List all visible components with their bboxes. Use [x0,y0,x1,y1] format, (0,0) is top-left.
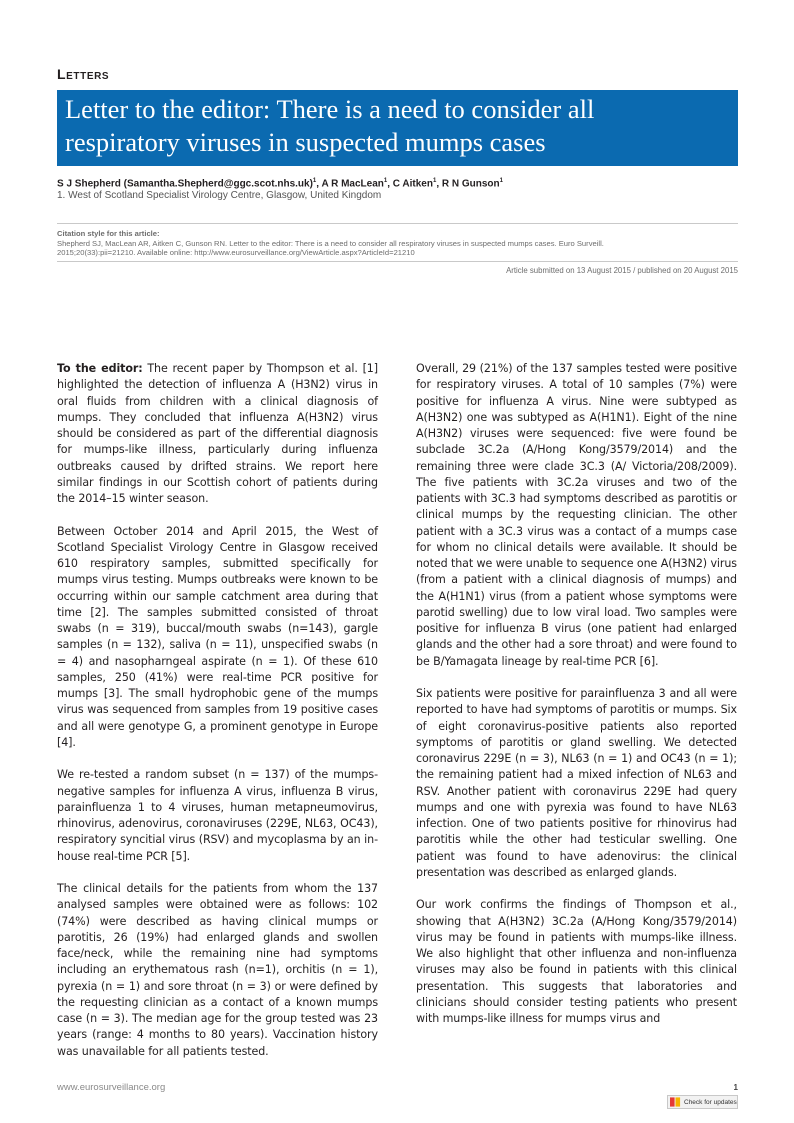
affil-marker: 1 [432,178,437,184]
paragraph: Our work confirms the findings of Thompson et al., showing that A(H3N2) 3C.2a (A/Hong Kong/3579/2014) virus may be found in patients with mumps-like illness. We also highlight that other influenza and non-influenza viruses may also be found in patients with this clinical presentation. This suggests that laboratories and clinicians should consider testing patients who present with mumps-like illness for mumps virus and [416,898,737,1025]
paragraph [57,361,378,507]
affil-marker: 1 [499,178,503,184]
section-label: Letters [57,66,110,82]
affiliation: 1. West of Scotland Specialist Virology Centre, Glasgow, United Kingdom [57,190,382,201]
paragraph: Between October 2014 and April 2015, the West of Scotland Specialist Virology Centre in Glasgow received 610 respiratory samples, submitted specifically for mumps virus testing. Mumps outbreaks were known to be occurring within our sample catchment area during that time [2]. The samples submitted consisted of throat swabs (n = 319), buccal/mouth swabs (n=143), gargle samples (n = 132), saliva (n = 11), unspecified swabs (n = 4) and nasopharngeal aspirate (n = 1). Of these 610 samples, 250 (41%) were real-time PCR positive for mumps [3]. The small hydrophobic gene of the mumps virus was sequenced from samples from 19 positive cases and all were genotype G, a prominent genotype in Europe [4]. [57,524,378,749]
title-banner [57,90,738,166]
affil-marker: 1 [312,178,317,184]
badge-label: Check for updates [684,1098,737,1106]
divider [57,261,738,262]
author-3: , C Aitken [387,178,433,190]
paragraph: We re-tested a random subset (n = 137) of the mumps-negative samples for influenza A virus, influenza B virus, parainfluenza 1 to 4 viruses, human metapneumovirus, rhinovirus, adenovirus, coronaviruses (229E, NL63, OC43), respiratory syncitial virus (RSV) and mycoplasma by an in-house real-time PCR [5]. [57,768,378,863]
paragraph-text: The recent paper by Thompson et al. [1] highlighted the detection of influenza A (H3N2) virus in oral fluids from children with a clinical diagnosis of mumps. They concluded that influenza A(H3N2) virus should be considered as part of the differential diagnosis for mumps-like illness, particularly during influenza outbreaks caused by drifted strains. We report here similar findings in our Scottish cohort of patients during the 2014–15 winter season. [57,362,378,505]
paragraph-lead: To the editor: [57,362,143,375]
title-line-2: respiratory viruses in suspected mumps cases [65,126,546,157]
paragraph: Overall, 29 (21%) of the 137 samples tested were positive for respiratory viruses. A total of 10 samples (7%) were positive for influenza A virus. Nine were subtyped as A(H3N2) one was subtyped as A(H1N1). Eight of the nine A(H3N2) viruses were sequenced: five were found be subclade 3C.2a (A/Hong Kong/3579/2014) and the remaining three were clade 3C.3 (A/ Victoria/208/2009). The five patients with 3C.2a viruses and two of the patients with 3C.3 had symptoms described as parotitis or clinical mumps by the requesting clinician. The other patient with a 3C.3 virus was a contact of a mumps case for whom no clinical details were available. It should be noted that we were unable to sequence one A(H3N2) virus (from a patient with a clinical diagnosis of mumps) and the A(H1N1) virus (from a patient whose symptoms were parotid swelling) due to low viral load. Two samples were positive for influenza B virus (one patient had enlarged glands and the other had a sore throat) and were found to be B/Yamagata lineage by real-time PCR [6]. [416,362,737,668]
citation-block [57,229,738,258]
paragraph: The clinical details for the patients from whom the 137 analysed samples were obtained were as follows: 102 (74%) were described as having clinical mumps or parotitis, 26 (19%) had enlarged glands and swollen face/neck, while the remaining nine had symptoms including an erythematous rash (n=1), orchitis (n = 1), pyrexia (n = 1) and sore throat (n = 3) or were defined by the requesting clinician as a contact of a known mumps case (n = 3). The median age for the group tested was 23 years (range: 4 months to 80 years). Vaccination history was unavailable for all patients tested. [57,882,378,1058]
author-2: , A R MacLean [316,178,384,190]
divider [57,223,738,224]
body-column-left [57,361,378,1076]
page-number: 1 [733,1083,738,1092]
affil-marker: 1 [383,178,388,184]
citation-heading: Citation style for this article: [57,229,160,238]
author-4: , R N Gunson [436,178,500,190]
citation-text-1: Shepherd SJ, MacLean AR, Aitken C, Gunson RN. Letter to the editor: There is a need to consider all respiratory viruses in suspected mumps cases. Euro Surveill. [57,238,604,248]
article-title [65,93,728,158]
check-updates-icon [670,1097,681,1107]
author-list [57,178,747,189]
author-1: S J Shepherd (Samantha.Shepherd@ggc.scot.nhs.uk) [57,178,313,190]
paragraph: Six patients were positive for parainfluenza 3 and all were reported to have had symptoms of parotitis or mumps. Six of eight coronavirus-positive patients also reported symptoms of parotitis or gland swelling. We detected coronavirus 229E (n = 3), NL63 (n = 1) and OC43 (n = 1); the remaining patient had a mixed infection of NL63 and RSV. Another patient with coronavirus 229E had query mumps and one with pyrexia was found to have NL63 infection. One of two patients positive for rhinovirus had parotitis while the other had testicular swelling. One patient was found to have adenovirus: the clinical presentation was described as enlarged glands. [416,687,737,879]
citation-text-2: 2015;20(33):pii=21210. Available online: http://www.eurosurveillance.org/ViewArticle.aspx?ArticleId=21210 [57,248,415,257]
footer-url[interactable]: www.eurosurveillance.org [57,1082,166,1093]
submission-dates: Article submitted on 13 August 2015 / published on 20 August 2015 [506,266,738,275]
body-column-right [416,361,737,1044]
title-line-1: Letter to the editor: There is a need to consider all [65,94,595,124]
check-for-updates-button[interactable] [667,1095,738,1109]
